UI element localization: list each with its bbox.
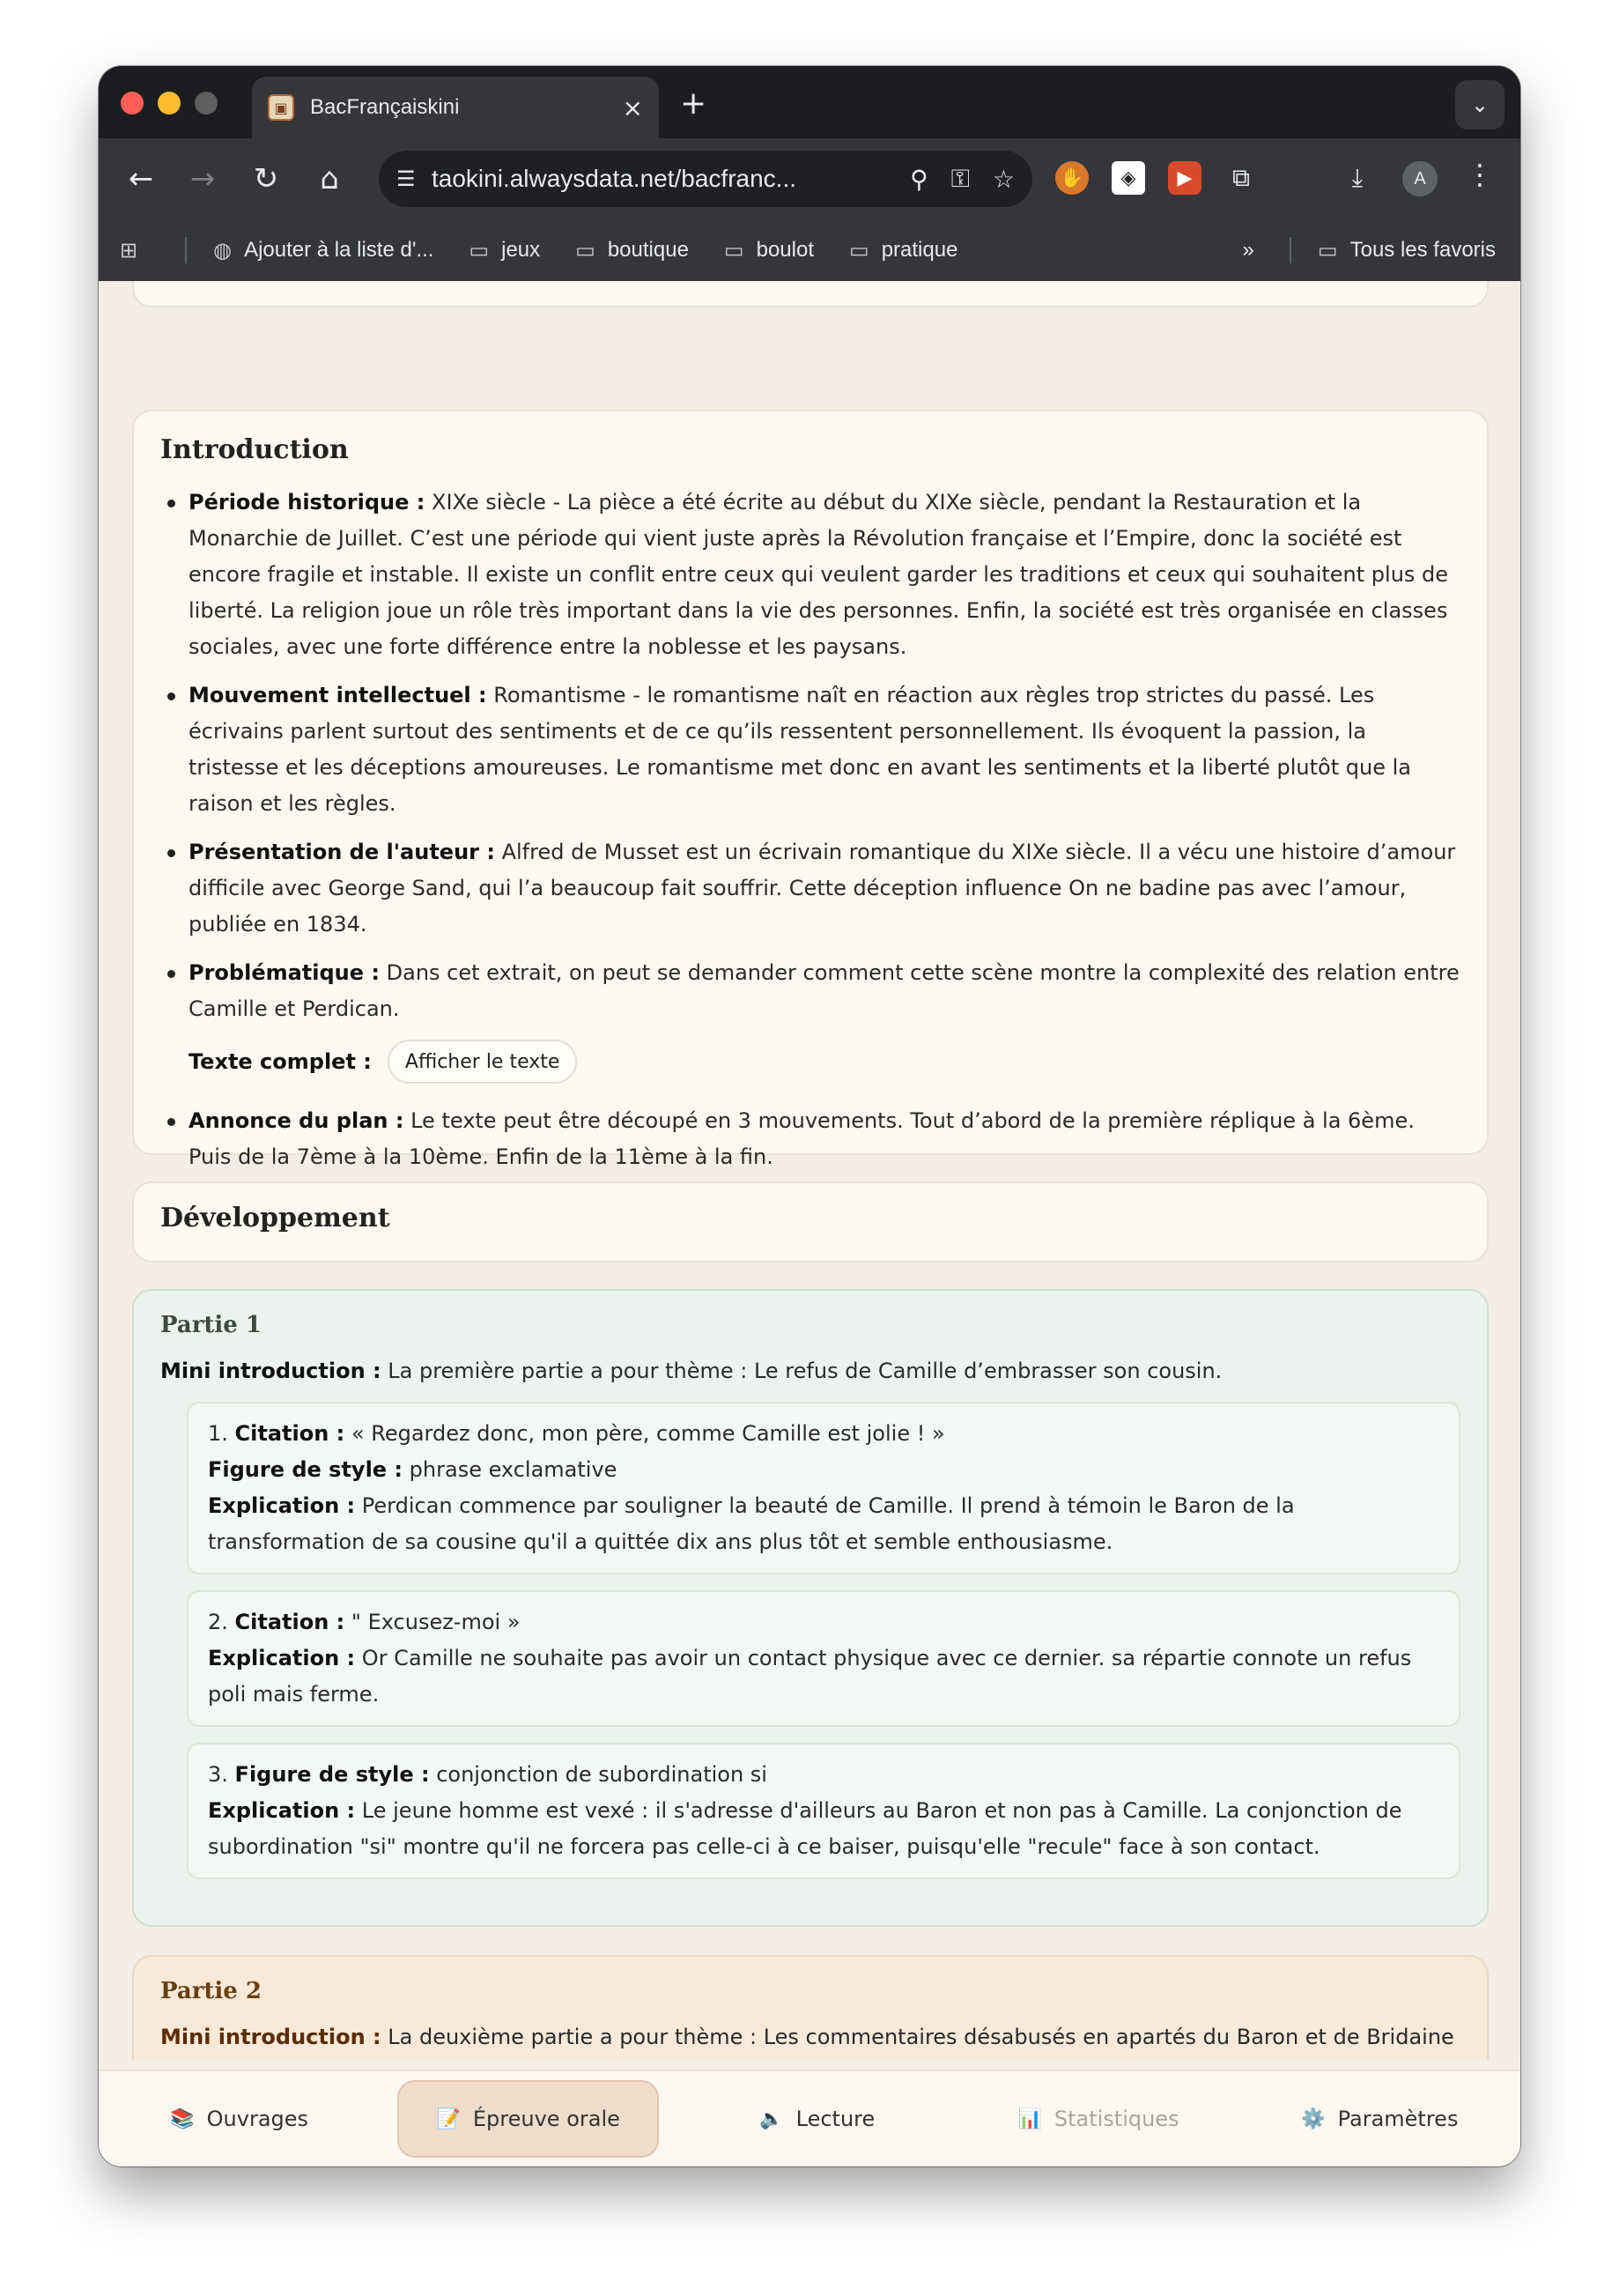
browser-tab[interactable] — [252, 77, 659, 138]
close-window-button[interactable] — [121, 92, 144, 115]
url-text[interactable]: taokini.alwaysdata.net/bacfranc... — [432, 165, 797, 192]
full-text-row — [160, 1040, 1460, 1084]
download-icon[interactable]: ⤓ — [1351, 163, 1364, 192]
list-item: Annonce du plan : Le texte peut être découpé en 3 mouvements. Tout d’abord de la première réplique à la 6ème. Puis de la 7ème à la 10ème. Enfin de la 11ème à la fin. — [160, 1103, 1460, 1175]
folder-icon: ▭ — [849, 238, 869, 263]
bookmarks-separator — [185, 237, 187, 263]
zoom-icon[interactable]: ⚲ — [910, 164, 928, 194]
browser-window — [99, 66, 1520, 2166]
apps-grid-icon[interactable]: ⊞ — [120, 238, 138, 263]
speaker-icon: 🔈 — [759, 2107, 784, 2130]
extensions-puzzle-icon[interactable]: ⧉ — [1232, 163, 1250, 192]
browser-chrome — [99, 66, 1520, 281]
list-item: Présentation de l'auteur : Alfred de Musset est un écrivain romantique du XIXe siècle. Il a vécu une histoire d’amour difficile avec George Sand, qui l’a beaucoup fait souffrir. Cette déception influence On ne badine pas avec l’amour, publiée en 1834. — [160, 834, 1460, 943]
bookmarks-separator — [1290, 237, 1291, 263]
folder-icon: ▭ — [575, 238, 595, 263]
new-tab-button[interactable]: + — [680, 85, 707, 122]
bookmarks-overflow-icon[interactable]: » — [1242, 238, 1254, 262]
favicon-icon: ▣ — [268, 94, 294, 121]
bookmark-folder-jeux[interactable]: ▭ jeux — [469, 238, 541, 263]
bar-chart-icon: 📊 — [1017, 2107, 1042, 2130]
development-card — [132, 1181, 1489, 1263]
part-1-card — [132, 1289, 1489, 1927]
memo-icon: 📝 — [436, 2107, 461, 2130]
tab-strip — [99, 66, 1520, 138]
password-key-icon[interactable]: ⚿ — [950, 164, 970, 193]
books-icon: 📚 — [170, 2107, 195, 2130]
extension-media-icon[interactable]: ▶ — [1168, 161, 1201, 195]
show-text-button[interactable]: Afficher le texte — [388, 1040, 578, 1084]
forward-arrow-icon[interactable]: → — [189, 161, 216, 196]
plan-list — [160, 1103, 1460, 1175]
part-2-title: Partie 2 — [160, 1978, 262, 2004]
tab-title: BacFrançaiskini — [310, 95, 460, 119]
previous-card — [132, 281, 1489, 307]
extension-hand-icon[interactable]: ✋ — [1055, 161, 1089, 195]
bookmarks-bar — [99, 219, 1520, 281]
bottom-navigation — [99, 2070, 1520, 2166]
folder-icon: ▭ — [723, 238, 744, 263]
folder-icon: ▭ — [1317, 238, 1338, 263]
zoom-window-button[interactable] — [195, 92, 218, 115]
page-content — [99, 281, 1520, 2061]
nav-ouvrages[interactable]: 📚 Ouvrages — [170, 2107, 309, 2131]
development-heading: Développement — [160, 1203, 390, 1233]
part-2-mini-intro: Mini introduction : La deuxième partie a pour thème : Les commentaires désabusés en apartés du Baron et de Bridaine — [160, 2025, 1454, 2049]
gear-icon: ⚙️ — [1301, 2107, 1326, 2130]
minimize-window-button[interactable] — [158, 92, 181, 115]
tab-close-icon[interactable]: × — [622, 93, 643, 122]
site-settings-icon[interactable]: ☰ — [396, 167, 416, 191]
nav-statistiques[interactable]: 📊 Statistiques — [1017, 2107, 1179, 2131]
nav-parametres[interactable]: ⚙️ Paramètres — [1301, 2107, 1459, 2131]
address-bar[interactable] — [379, 151, 1032, 207]
bookmarks-right — [1243, 219, 1496, 281]
bookmark-folder-boutique[interactable]: ▭ boutique — [575, 238, 689, 263]
introduction-heading: Introduction — [160, 434, 349, 465]
full-text-label: Texte complet : — [189, 1049, 372, 1074]
folder-icon: ▭ — [469, 238, 490, 263]
nav-epreuve-orale[interactable]: 📝 Épreuve orale — [397, 2080, 659, 2158]
list-item: Période historique : XIXe siècle - La pièce a été écrite au début du XIXe siècle, pendant la Restauration et la Monarchie de Juillet. C’est une période qui vient juste après la Révolution française et l’Empire, donc la société est encore fragile et instable. Il existe un conflit entre ceux qui veulent garder les traditions et ceux qui souhaitent plus de liberté. La religion joue un rôle très important dans la vie des personnes. Enfin, la société est très organisée en classes sociales, avec une forte différence entre la noblesse et les paysans. — [160, 485, 1460, 665]
profile-avatar[interactable]: A — [1402, 161, 1438, 196]
home-icon[interactable]: ⌂ — [320, 161, 339, 196]
back-arrow-icon[interactable]: ← — [128, 161, 154, 196]
introduction-list — [160, 485, 1460, 1027]
citation-entry: 3. Figure de style : conjonction de subordination si Explication : Le jeune homme est vexé : il s'adresse d'ailleurs au Baron et non pas à Camille. La conjonction de subordination "si" montre qu'il ne forcera pas celle-ci à ce baiser, puisqu'elle "recule" face à son contact. — [187, 1743, 1460, 1879]
bookmark-folder-pratique[interactable]: ▭ pratique — [849, 238, 958, 263]
bookmark-add-to-list[interactable]: ◍ Ajouter à la liste d'... — [213, 238, 434, 263]
list-item: Mouvement intellectuel : Romantisme - le romantisme naît en réaction aux règles trop strictes du passé. Les écrivains parlent surtout des sentiments et de ce qu’ils ressentent personnellement. Ils évoquent la passion, la tristesse et les déceptions amoureuses. Le romantisme met donc en avant les sentiments et la liberté plutôt que la raison et les règles. — [160, 678, 1460, 822]
globe-icon: ◍ — [213, 238, 233, 263]
part-1-title: Partie 1 — [160, 1312, 262, 1338]
citation-entry: 2. Citation : " Excusez-moi » Explication : Or Camille ne souhaite pas avoir un contact physique avec ce dernier. sa répartie connote un refus poli mais ferme. — [187, 1590, 1460, 1727]
extension-shield-icon[interactable]: ◈ — [1112, 161, 1145, 195]
part-1-mini-intro: Mini introduction : La première partie a pour thème : Le refus de Camille d’embrasser son cousin. — [160, 1359, 1223, 1383]
all-bookmarks-folder[interactable]: ▭ Tous les favoris — [1317, 238, 1496, 263]
citation-entry: 1. Citation : « Regardez donc, mon père, comme Camille est jolie ! » Figure de style : phrase exclamative Explication : Perdican commence par souligner la beauté de Camille. Il prend à témoin le Baron de la transformation de sa cousine qu'il a quittée dix ans plus tôt et semble enthousiasme. — [187, 1402, 1460, 1574]
list-item: Problématique : Dans cet extrait, on peut se demander comment cette scène montre la complexité des relation entre Camille et Perdican. — [160, 955, 1460, 1027]
nav-lecture[interactable]: 🔈 Lecture — [759, 2107, 876, 2131]
reload-icon[interactable]: ↻ — [253, 161, 279, 196]
menu-kebab-icon[interactable]: ⋮ — [1466, 158, 1494, 191]
bookmark-star-icon[interactable]: ☆ — [992, 164, 1015, 194]
bookmark-folder-boulot[interactable]: ▭ boulot — [723, 238, 814, 263]
introduction-card — [132, 410, 1489, 1169]
browser-toolbar — [99, 138, 1520, 219]
tab-search-chevron-icon[interactable]: ⌄ — [1455, 80, 1504, 130]
part-2-card — [132, 1955, 1489, 2061]
